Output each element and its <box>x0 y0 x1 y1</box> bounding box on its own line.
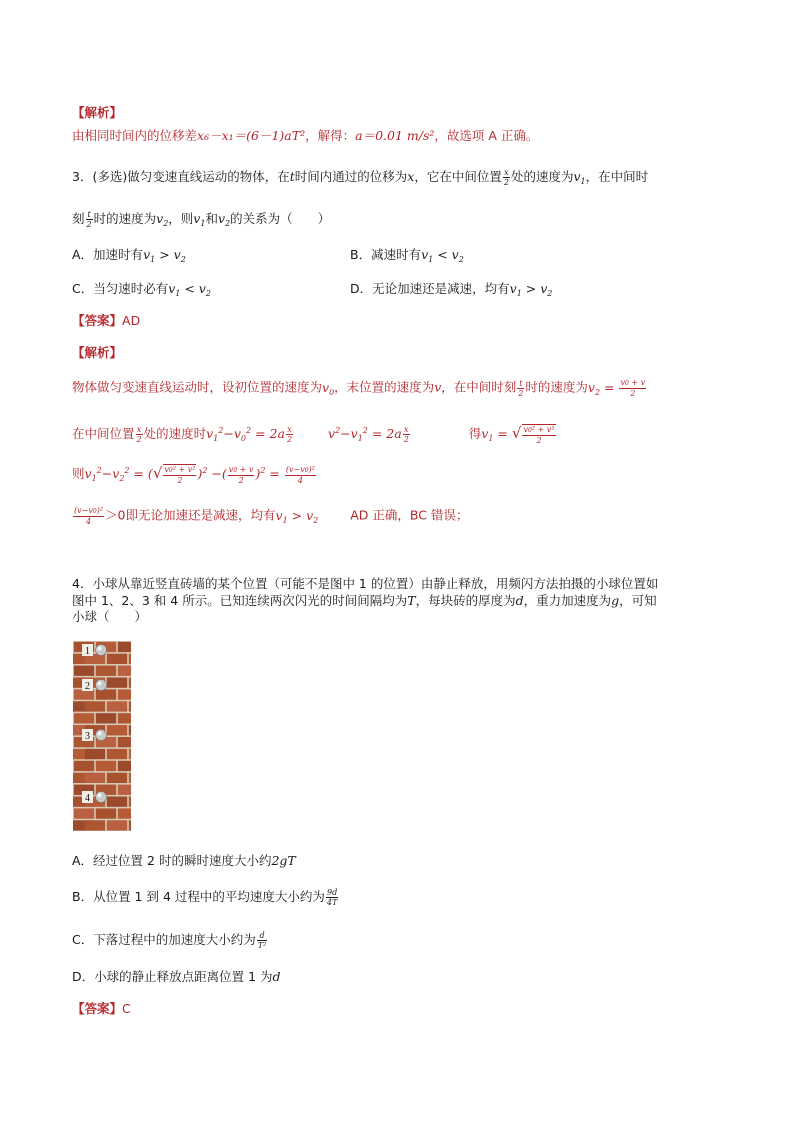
q4-option-d <box>72 968 281 986</box>
q4-option-c <box>72 931 268 950</box>
q3-option-c <box>72 280 211 303</box>
q4-option-d-text: D．小球的静止释放点距离位置 1 为 <box>72 969 273 984</box>
q4-option-a <box>72 852 296 870</box>
q3-stem-line1 <box>72 168 648 191</box>
q3-var-v0: $v_0$ <box>322 379 335 397</box>
ball-3 <box>96 730 107 741</box>
q3-stem-text: ，它在中间位置 <box>414 169 502 184</box>
q3-sol-text: ，在中间时刻 <box>441 379 517 395</box>
q4-stem-text: 图中 1、2、3 和 4 所示。已知连续两次闪光的时间间隔均为 <box>72 593 408 608</box>
brick <box>118 642 131 652</box>
frac-t-over-2: $\frac{t}{2}$ <box>86 210 92 229</box>
q3-sol-text: 则 <box>72 466 85 481</box>
brick <box>129 725 131 735</box>
brick <box>118 666 131 676</box>
q3-stem-text: 刻 <box>72 211 85 226</box>
position-label-3: 3 <box>85 731 90 742</box>
q3-var-v2: $v_2$ <box>156 211 169 228</box>
q4-stem-line2-real <box>72 592 657 610</box>
brick <box>74 666 94 676</box>
q4-option-d-math: d <box>272 969 281 984</box>
q3-option-d <box>350 280 552 303</box>
prev-solution-mid: ，解得： <box>305 128 356 143</box>
q3-eq-part: )$^2$ = <box>255 466 284 481</box>
brick <box>129 678 131 688</box>
q4-answer <box>72 1000 131 1018</box>
q4-option-a-text: A．经过位置 2 时的瞬时速度大小约 <box>72 853 272 868</box>
ball-1 <box>96 645 107 656</box>
q4-var-d: d <box>515 593 524 608</box>
q3-sol-text: ＞0即无论加速还是减速，均有 <box>105 507 276 523</box>
q3-eq-position2: $v^2-v_1^2 = 2a$ <box>328 426 402 443</box>
ball-highlight <box>98 647 102 651</box>
brick <box>129 701 131 711</box>
brick <box>96 808 116 818</box>
q3-stem-text: ，在中间时 <box>585 169 649 184</box>
q4-option-b <box>72 888 339 907</box>
brick <box>96 761 116 771</box>
brick <box>107 749 127 759</box>
q3-stem-text: 的关系为（ ） <box>230 211 331 226</box>
frac-sqrt-content: $\frac{\text{v0² + v²}}{2}$ <box>523 425 555 445</box>
q4-stem-line3: 小球（ ） <box>72 609 148 624</box>
q3-eq-diff: $v_1^2-v_2^2$ = ( <box>84 466 153 483</box>
brick <box>96 689 116 699</box>
q4-var-T: T <box>407 593 416 608</box>
q4-option-b-text: B．从位置 1 到 4 过程中的平均速度大小约为 <box>72 889 325 904</box>
brick-wall-figure <box>73 641 131 831</box>
brick <box>96 666 116 676</box>
analysis-label: 【解析】 <box>72 105 123 120</box>
q3-var-v2: $v_2$ <box>217 211 231 228</box>
q4-stem-line1: 4．小球从靠近竖直砖墙的某个位置（可能不是图中 1 的位置）由静止释放，用频闪方法拍摄的小球位置如 <box>72 576 659 591</box>
brick <box>74 713 94 723</box>
q3-option-d-math: $v_1 > v_2$ <box>509 281 553 298</box>
brick <box>129 749 131 759</box>
brick <box>107 797 127 807</box>
brick <box>129 820 131 830</box>
prev-solution-formula: x₆－x₁＝(6－1)aT² <box>197 128 306 143</box>
brick <box>118 737 131 747</box>
frac-diff-sq-over-4: $\frac{\text{(v−v0)²}}{4}$ <box>74 506 104 526</box>
frac-t-over-2: $\frac{t}{2}$ <box>518 378 524 398</box>
q3-eq-position: $v_1^2-v_0^2 = 2a$ <box>206 426 285 443</box>
brick <box>118 761 131 771</box>
brick <box>107 820 127 830</box>
prev-solution-pre: 由相同时间内的位移差 <box>72 128 198 143</box>
q3-sol-text: 在中间位置 <box>72 426 135 441</box>
q3-var-t: t <box>289 169 295 184</box>
q3-stem-text: 处的速度为 <box>510 169 574 184</box>
q4-option-a-math: 2gT <box>271 853 296 868</box>
position-label-1: 1 <box>85 646 90 657</box>
frac-x-over-2: $\frac{x}{2}$ <box>136 425 142 444</box>
prev-solution <box>72 127 538 145</box>
q3-option-a-text: A．加速时有 <box>72 247 144 262</box>
q3-solution-line4 <box>72 506 468 530</box>
q4-stem-text: ，重力加速度为 <box>523 593 612 608</box>
brick <box>118 713 131 723</box>
q3-sol-text: 时的速度为 <box>525 379 588 395</box>
q3-option-b-math: $v_1 < v_2$ <box>421 247 464 264</box>
q3-stem-text: 3．(多选)做匀变速直线运动的物体，在 <box>72 169 290 184</box>
q3-eq-v1-result: $v_1$ = <box>481 426 512 443</box>
brick <box>107 678 127 688</box>
q3-var-v1: $v_1$ <box>193 211 206 228</box>
q3-solution-line3 <box>72 462 317 488</box>
q3-var-v: v <box>434 379 442 395</box>
q3-sol-text: 物体做匀变速直线运动时，设初位置的速度为 <box>72 379 323 395</box>
brick <box>107 725 127 735</box>
q3-answer <box>72 312 140 330</box>
brick <box>74 761 94 771</box>
brick <box>107 701 127 711</box>
q3-solution-line1 <box>72 378 647 402</box>
brick <box>74 808 94 818</box>
brick <box>85 701 105 711</box>
frac-x-over-2: $\frac{x}{2}$ <box>403 425 409 444</box>
q4-answer-label: 【答案】 <box>72 1001 123 1016</box>
q3-option-d-text: D．无论加速还是减速，均有 <box>350 281 510 296</box>
q3-sol-text: ，末位置的速度为 <box>334 379 435 395</box>
q3-stem-text: 和 <box>205 211 218 226</box>
q3-option-a <box>72 246 186 269</box>
brick <box>85 749 105 759</box>
q3-eq-v2: $v_2$ = <box>587 379 619 397</box>
ball-highlight <box>98 732 102 736</box>
brick <box>107 773 127 783</box>
ball-highlight <box>98 682 102 686</box>
brick <box>129 797 131 807</box>
q3-analysis-label: 【解析】 <box>72 345 123 360</box>
sqrt-sign: √ <box>152 464 163 482</box>
q3-var-x: x <box>407 169 415 184</box>
q3-stem-text: ，则 <box>168 211 194 226</box>
ball-highlight <box>98 794 102 798</box>
brick <box>96 713 116 723</box>
q3-option-b <box>350 246 464 269</box>
q3-stem-text: 时的速度为 <box>93 211 157 226</box>
q3-sol-text: AD 正确，BC 错误； <box>350 507 469 523</box>
ball-4 <box>96 792 107 803</box>
brick <box>85 773 105 783</box>
q3-answer-label: 【答案】 <box>72 313 123 328</box>
frac-x-over-2: $\frac{x}{2}$ <box>503 168 509 187</box>
position-label-4: 4 <box>85 793 90 804</box>
q3-option-c-text: C．当匀速时必有 <box>72 281 169 296</box>
q3-stem-line2 <box>72 210 330 233</box>
frac-x-over-2: $\frac{x}{2}$ <box>286 425 293 444</box>
q3-eq-final: $v_1 > v_2$ <box>275 507 319 525</box>
ball-2 <box>96 680 107 691</box>
frac-diff-sq-over-4: $\frac{\text{(v−v0)²}}{4}$ <box>285 464 315 485</box>
brick <box>129 654 131 664</box>
q3-var-v1: $v_1$ <box>573 169 586 186</box>
brick <box>118 808 131 818</box>
position-label-2: 2 <box>85 681 90 692</box>
q4-var-g: g <box>611 593 620 608</box>
frac-d-over-T2: $\frac{d}{\text{T²}}$ <box>257 931 267 950</box>
q3-option-c-math: $v_1 < v_2$ <box>168 281 211 298</box>
frac-9d-over-4T: $\frac{9d}{4T}$ <box>326 888 338 907</box>
q3-sol-text: 处的速度时 <box>143 426 207 441</box>
sqrt-sign: √ <box>511 424 522 442</box>
brick <box>118 689 131 699</box>
q3-option-a-math: $v_1 > v_2$ <box>143 247 186 264</box>
prev-solution-result: a＝0.01 m/s² <box>355 128 435 143</box>
q3-eq-part: )$^2$ −( <box>197 466 227 481</box>
frac-v0-plus-v-over-2: $\frac{v0 + v}{2}$ <box>228 464 254 485</box>
q3-stem-text: 时间内通过的位移为 <box>294 169 408 184</box>
prev-solution-post: ，故选项 A 正确。 <box>434 128 539 143</box>
brick <box>129 773 131 783</box>
frac-sqrt-content: $\frac{\text{v0² + v²}}{2}$ <box>164 465 196 485</box>
frac-v0-plus-v-over-2: $\frac{v0 + v}{2}$ <box>620 378 646 398</box>
q4-stem-text: ，可知 <box>619 593 657 608</box>
q4-option-c-text: C．下落过程中的加速度大小约为 <box>72 932 256 947</box>
q3-answer-value: AD <box>122 313 141 328</box>
brick <box>107 654 127 664</box>
q4-stem-text: ，每块砖的厚度为 <box>415 593 516 608</box>
brick <box>85 820 105 830</box>
q4-answer-value: C <box>122 1001 131 1016</box>
brick <box>118 785 131 795</box>
q3-sol-text: 得 <box>468 426 482 441</box>
q3-option-b-text: B．减速时有 <box>350 247 422 262</box>
q3-solution-line2 <box>72 422 557 448</box>
